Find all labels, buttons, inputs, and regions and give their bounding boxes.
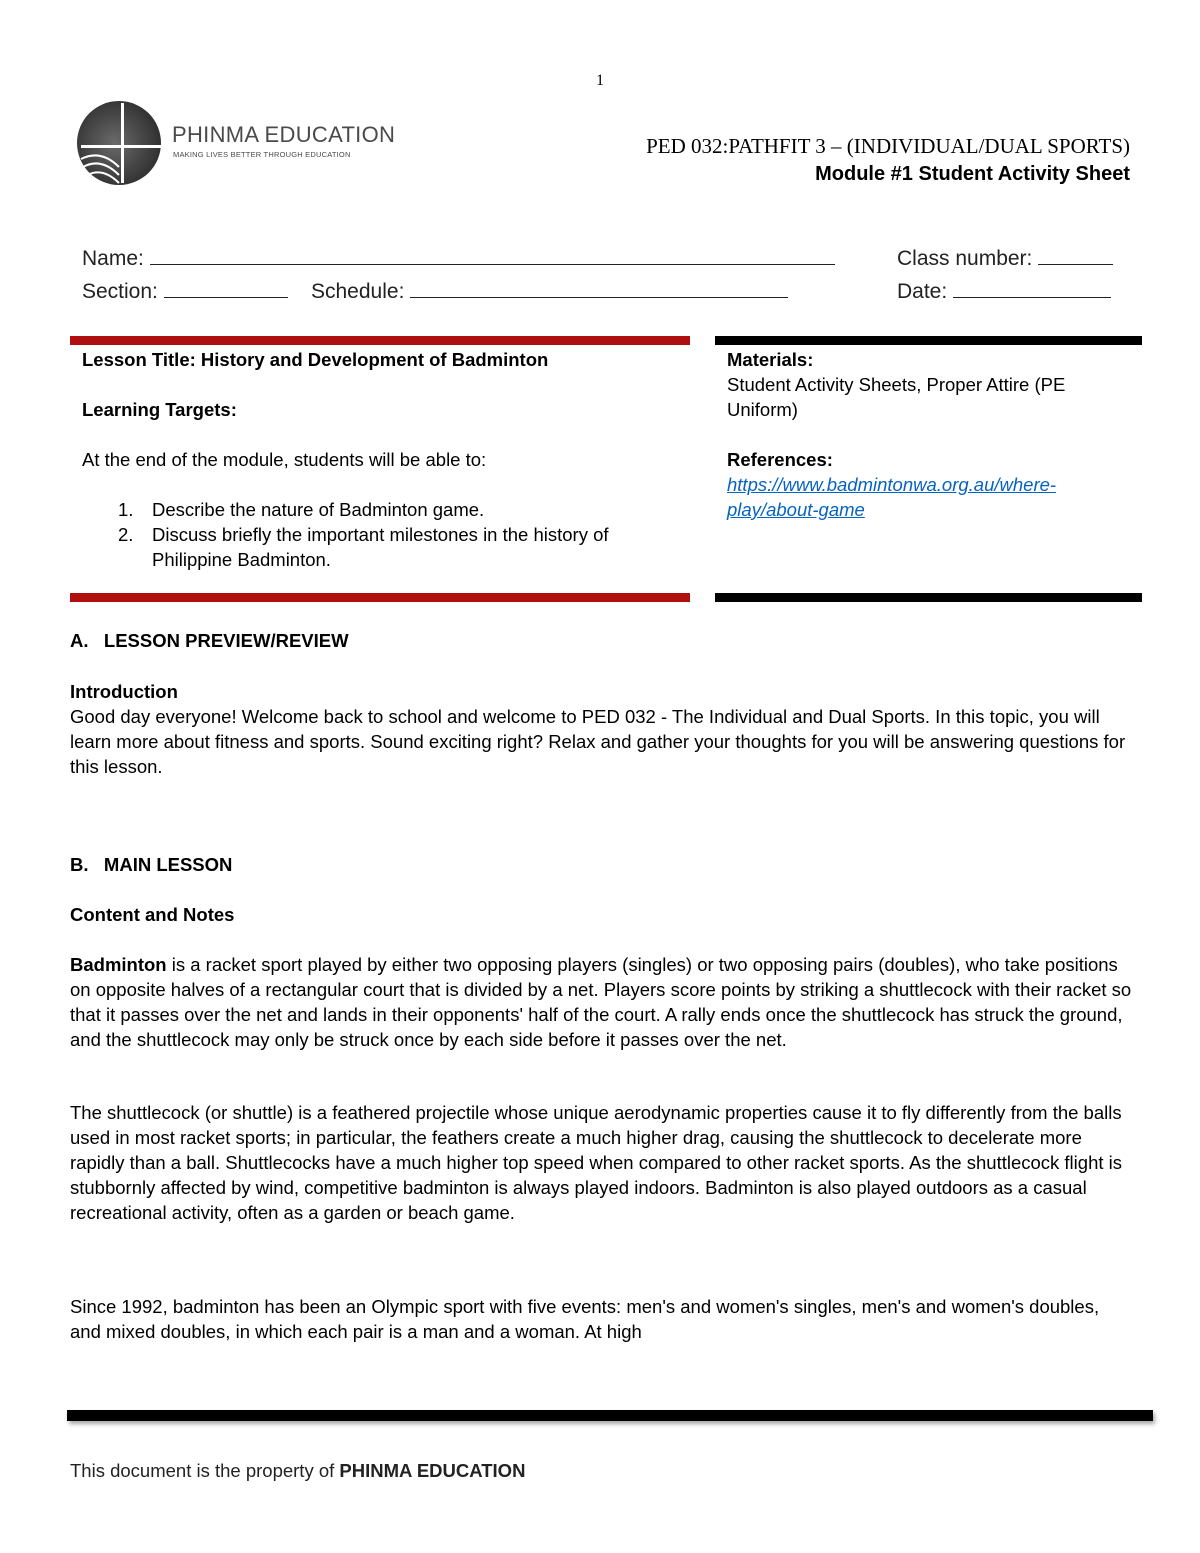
schedule-label: Schedule:	[311, 280, 405, 303]
section-b-subheading: Content and Notes	[70, 904, 235, 925]
list-number: 1.	[118, 499, 134, 520]
section-b-paragraph-1	[70, 952, 1135, 1052]
footer-rule	[67, 1410, 1153, 1421]
reference-link[interactable]	[727, 472, 1137, 522]
reference-link-line-1[interactable]: https://www.badmintonwa.org.au/where-	[727, 474, 1057, 495]
section-b-paragraph-2: The shuttlecock (or shuttle) is a feathered projectile whose unique aerodynamic properties cause it to fly differently from the balls used in most racket sports; in particular, the feathers create a much higher drag, causing the shuttlecock to decelerate more rapidly than a ball. Shuttlecocks have a much higher top speed when compared to other racket sports. As the shuttlecock flight is stubbornly affected by wind, competitive badminton is always played indoors. Badminton is also played outdoors as a casual recreational activity, often as a garden or beach game.	[70, 1102, 1122, 1223]
module-title: Module #1 Student Activity Sheet	[815, 163, 1130, 185]
logo-tagline: MAKING LIVES BETTER THROUGH EDUCATION	[173, 150, 351, 159]
class-number-blank[interactable]	[1038, 244, 1113, 265]
list-text: Describe the nature of Badminton game.	[152, 499, 485, 520]
materials-text: Student Activity Sheets, Proper Attire (PE Uniform)	[727, 374, 1066, 420]
materials-box-top-rule	[715, 336, 1142, 345]
date-field[interactable]	[897, 277, 1111, 304]
lesson-box-bottom-rule	[70, 593, 690, 602]
section-field[interactable]	[82, 277, 288, 304]
section-b-paragraph-3: Since 1992, badminton has been an Olympic sport with five events: men's and women's singles, men's and women's doubles, and mixed doubles, in which each pair is a man and a woman. At high	[70, 1296, 1100, 1342]
footer-owner: PHINMA EDUCATION	[339, 1460, 526, 1481]
materials-box-bottom-rule	[715, 593, 1142, 602]
materials-label: Materials:	[727, 349, 814, 370]
date-label: Date:	[897, 280, 948, 303]
class-number-field[interactable]	[897, 244, 1113, 271]
section-b-heading: B. MAIN LESSON	[70, 854, 233, 875]
reference-link-line-2[interactable]: play/about-game	[727, 499, 865, 520]
name-field[interactable]	[82, 244, 835, 271]
paragraph-1-text: is a racket sport played by either two opposing players (singles) or two opposing pairs (doubles), who take positions on opposite halves of a rectangular court that is divided by a net. Players score points by striking a shuttlecock with their racket so that it passes over the net and lands in their opponents' half of the court. A rally ends once the shuttlecock has struck the ground, and the shuttlecock may only be struck once by each side before it passes over the net.	[70, 954, 1132, 1050]
schedule-field[interactable]	[311, 277, 788, 304]
list-item	[82, 497, 682, 522]
class-number-label: Class number:	[897, 247, 1033, 270]
section-a-heading: A. LESSON PREVIEW/REVIEW	[70, 630, 349, 651]
references-label: References:	[727, 449, 833, 470]
logo-name: PHINMA EDUCATION	[172, 122, 396, 147]
learning-targets-list	[82, 497, 682, 572]
section-a-body: Good day everyone! Welcome back to school and welcome to PED 032 - The Individual and Dual Sports. In this topic, you will learn more about fitness and sports. Sound exciting right? Relax and gather your thoughts for you will be answering questions for this lesson.	[70, 706, 1126, 777]
footer-text	[70, 1460, 525, 1482]
section-label: Section:	[82, 280, 158, 303]
learning-targets-label: Learning Targets:	[82, 399, 237, 420]
list-text: Discuss briefly the important milestones in the history of Philippine Badminton.	[152, 524, 609, 570]
schedule-blank[interactable]	[410, 277, 788, 298]
badminton-term: Badminton	[70, 954, 167, 975]
name-blank[interactable]	[150, 244, 835, 265]
date-blank[interactable]	[953, 277, 1111, 298]
learning-targets-intro: At the end of the module, students will be able to:	[82, 449, 487, 470]
course-title: PED 032:PATHFIT 3 – (INDIVIDUAL/DUAL SPORTS)	[646, 134, 1130, 158]
list-number: 2.	[118, 524, 134, 545]
name-label: Name:	[82, 247, 144, 270]
lesson-title: Lesson Title: History and Development of Badminton	[82, 349, 549, 370]
section-blank[interactable]	[164, 277, 288, 298]
list-item	[82, 522, 682, 572]
footer-prefix: This document is the property of	[70, 1460, 340, 1481]
lesson-box-top-rule	[70, 336, 690, 345]
page-number: 1	[596, 72, 604, 89]
section-a-subheading: Introduction	[70, 681, 178, 702]
